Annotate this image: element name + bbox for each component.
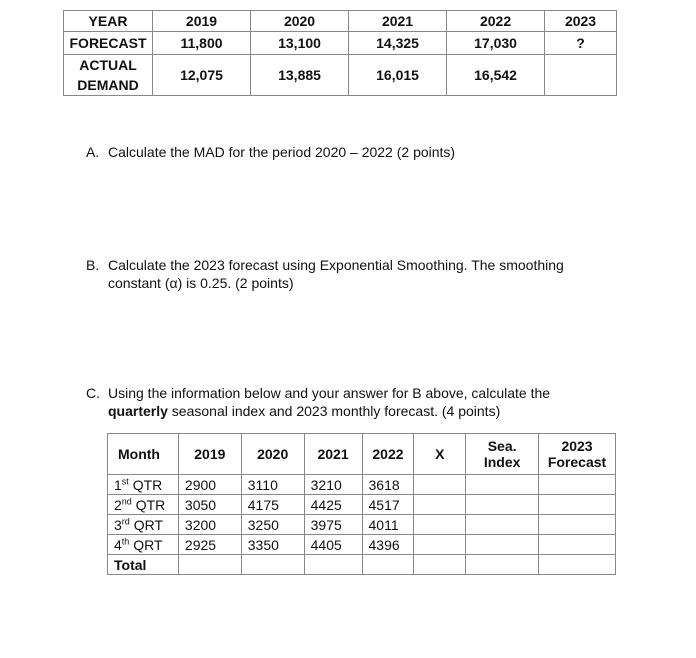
year-cell: 2022 (447, 11, 545, 32)
value-cell: 4405 (304, 535, 362, 555)
seasonal-index-cell (466, 475, 539, 495)
total-label: Total (108, 555, 179, 575)
question-a (86, 143, 455, 161)
month-header: Month (108, 434, 179, 475)
seasonal-header-row (108, 434, 616, 475)
question-c-line-1: Using the information below and your answer for B above, calculate the (108, 385, 551, 401)
quarterly-emphasis: quarterly (108, 403, 168, 419)
value-cell: 3250 (241, 515, 304, 535)
quarter-suffix: QRT (129, 536, 163, 553)
forecast-2023-header-line-1: 2023 (561, 438, 593, 454)
quarter-suffix: QTR (131, 496, 166, 513)
quarter-label (108, 535, 179, 555)
quarter-number: 4 (114, 536, 122, 553)
quarter-label (108, 515, 179, 535)
forecast-cell: 14,325 (349, 32, 447, 55)
year-header: 2020 (241, 434, 304, 475)
x-cell (414, 475, 466, 495)
actual-cell (545, 55, 617, 96)
quarter-suffix: QRT (129, 516, 164, 533)
value-cell: 4175 (241, 495, 304, 515)
forecast-cell (539, 495, 616, 515)
quarter-ordinal: st (121, 475, 129, 486)
quarter-number: 1 (114, 476, 122, 493)
forecast-row (64, 32, 617, 55)
value-cell: 4011 (362, 515, 414, 535)
seasonal-index-cell (466, 535, 539, 555)
x-cell (414, 495, 466, 515)
forecast-table (63, 10, 617, 96)
actual-label-line-1: ACTUAL (79, 57, 137, 73)
total-cell (539, 555, 616, 575)
forecast-2023-header (539, 434, 616, 475)
value-cell: 4425 (304, 495, 362, 515)
quarter-row-2 (108, 495, 616, 515)
actual-demand-label (64, 55, 153, 96)
question-b (86, 256, 564, 292)
value-cell: 3210 (304, 475, 362, 495)
quarter-row-1 (108, 475, 616, 495)
value-cell: 3975 (304, 515, 362, 535)
actual-cell: 13,885 (251, 55, 349, 96)
value-cell: 2900 (178, 475, 241, 495)
question-b-line-2: constant (α) is 0.25. (2 points) (108, 275, 294, 291)
question-b-letter: B. (86, 257, 100, 273)
x-cell (414, 515, 466, 535)
quarter-ordinal: th (121, 535, 130, 546)
year-cell: 2021 (349, 11, 447, 32)
x-header: X (414, 434, 466, 475)
value-cell: 4396 (362, 535, 414, 555)
quarter-label (108, 475, 179, 495)
year-header: 2022 (362, 434, 414, 475)
total-cell (362, 555, 414, 575)
year-label: YEAR (64, 11, 153, 32)
year-row (64, 11, 617, 32)
question-c-line-2 (86, 402, 550, 420)
value-cell: 3618 (362, 475, 414, 495)
year-cell: 2019 (153, 11, 251, 32)
seasonal-index-header (466, 434, 539, 475)
forecast-2023-header-line-2: Forecast (547, 454, 607, 470)
total-cell (241, 555, 304, 575)
quarter-row-3 (108, 515, 616, 535)
forecast-cell: 13,100 (251, 32, 349, 55)
seasonal-index-cell (466, 495, 539, 515)
forecast-label: FORECAST (64, 32, 153, 55)
x-cell (414, 535, 466, 555)
value-cell: 3050 (178, 495, 241, 515)
seasonal-table (107, 433, 616, 575)
question-a-text: Calculate the MAD for the period 2020 – 2022 (2 points) (108, 144, 456, 160)
question-b-line-1: Calculate the 2023 forecast using Exponential Smoothing. The smoothing (108, 257, 564, 273)
quarter-row-4 (108, 535, 616, 555)
seasonal-index-cell (466, 515, 539, 535)
actual-cell: 16,542 (447, 55, 545, 96)
quarter-label (108, 495, 179, 515)
year-cell: 2023 (545, 11, 617, 32)
quarter-ordinal: nd (121, 495, 132, 506)
question-a-letter: A. (86, 144, 100, 160)
quarter-ordinal: rd (121, 515, 130, 526)
forecast-cell (539, 515, 616, 535)
actual-demand-row (64, 55, 617, 96)
quarter-number: 3 (114, 516, 122, 533)
question-c-line-2-rest: seasonal index and 2023 monthly forecast. (4 points) (167, 403, 501, 419)
year-header: 2021 (304, 434, 362, 475)
forecast-cell (539, 475, 616, 495)
total-row (108, 555, 616, 575)
quarter-suffix: QTR (128, 476, 163, 493)
year-header: 2019 (178, 434, 241, 475)
actual-cell: 12,075 (153, 55, 251, 96)
question-c-letter: C. (86, 385, 100, 401)
forecast-cell: 11,800 (153, 32, 251, 55)
forecast-cell: 17,030 (447, 32, 545, 55)
value-cell: 2925 (178, 535, 241, 555)
value-cell: 3110 (241, 475, 304, 495)
value-cell: 4517 (362, 495, 414, 515)
total-cell (466, 555, 539, 575)
quarter-number: 2 (114, 496, 122, 513)
actual-label-line-2: DEMAND (77, 77, 139, 93)
seasonal-index-header-line-1: Sea. (487, 438, 517, 454)
seasonal-index-header-line-2: Index (483, 454, 521, 470)
total-cell (178, 555, 241, 575)
year-cell: 2020 (251, 11, 349, 32)
question-c (86, 384, 550, 420)
value-cell: 3350 (241, 535, 304, 555)
value-cell: 3200 (178, 515, 241, 535)
total-cell (304, 555, 362, 575)
forecast-cell (539, 535, 616, 555)
total-cell (414, 555, 466, 575)
actual-cell: 16,015 (349, 55, 447, 96)
forecast-cell: ? (545, 32, 617, 55)
